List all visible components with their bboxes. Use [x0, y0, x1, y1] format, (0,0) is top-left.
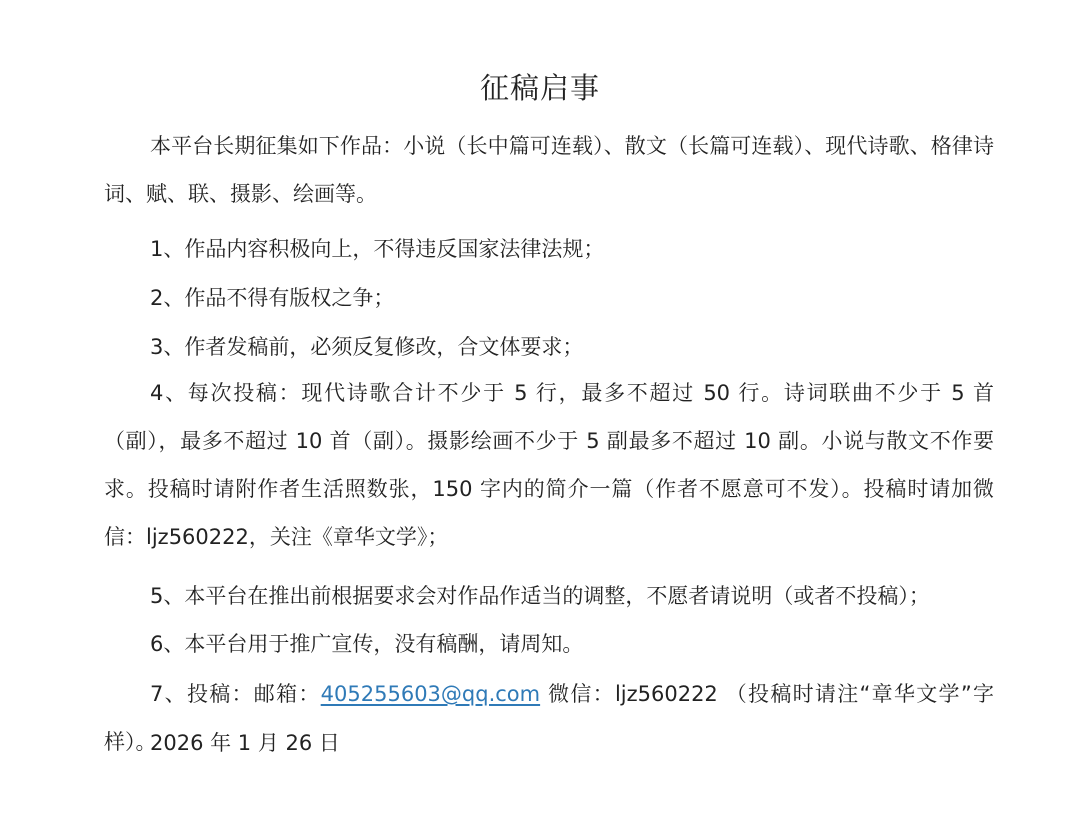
email-link[interactable]: 405255603@qq.com: [320, 682, 541, 706]
document-date: 2026 年 1 月 26 日: [150, 731, 340, 755]
rule-6: 6、本平台用于推广宣传，没有稿酬，请周知。: [150, 632, 584, 656]
rule-5: 5、本平台在推出前根据要求会对作品作适当的调整，不愿者请说明（或者不投稿）；: [150, 584, 930, 608]
rule-3: 3、作者发稿前，必须反复修改，合文体要求；: [150, 335, 584, 359]
rule-7-prefix: 7、投稿：邮箱：: [150, 682, 321, 706]
document-title: 征稿启事: [479, 71, 600, 105]
rule-1: 1、作品内容积极向上，不得违反国家法律法规；: [150, 237, 605, 261]
rule-7-suffix: 微信：ljz560222 （投稿时请注“章华文学”字样）。: [104, 682, 994, 754]
intro-paragraph: 本平台长期征集如下作品：小说（长中篇可连载）、散文（长篇可连载）、现代诗歌、格律诗词、赋、联、摄影、绘画等。: [104, 134, 994, 206]
rule-4: 4、每次投稿：现代诗歌合计不少于 5 行，最多不超过 50 行。诗词联曲不少于 5 首（副），最多不超过 10 首（副）。摄影绘画不少于 5 副最多不超过 10 副。小说与散文不作要求。投稿时请附作者生活照数张，150 字内的简介一篇（作者不愿意可不发）。投稿时请加微信：ljz560222，关注《章华文学》；: [104, 381, 994, 549]
rule-2: 2、作品不得有版权之争；: [150, 286, 395, 310]
